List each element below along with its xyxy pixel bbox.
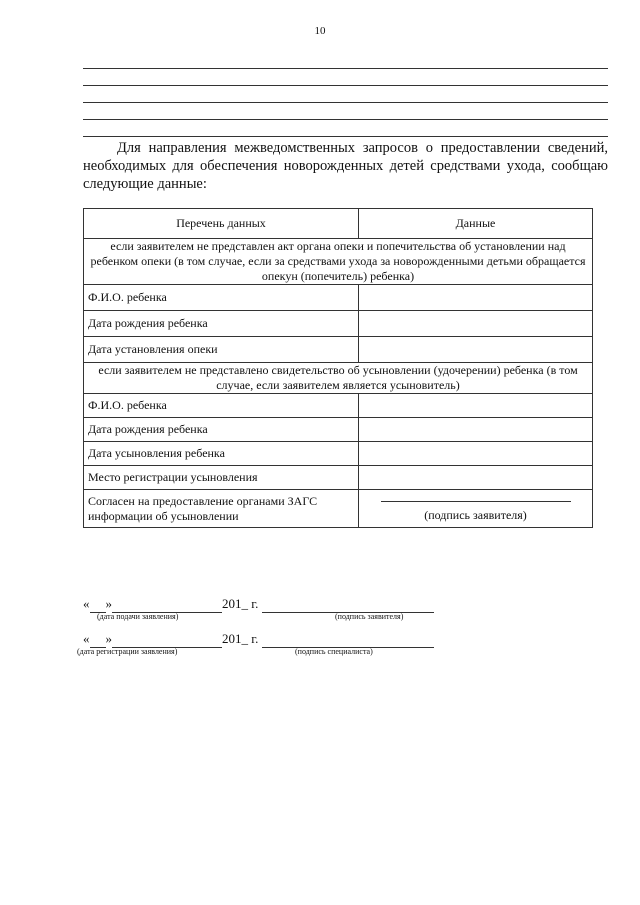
row-label: Место регистрации усыновления — [84, 466, 359, 490]
page-number: 10 — [314, 25, 326, 37]
blank-line-3 — [83, 102, 608, 103]
section-adoption-text: если заявителем не представлено свидетельство об усыновлении (удочерении) ребенка (в том случае, если заявителем является усыновитель) — [84, 363, 593, 394]
date-caption: (дата подачи заявления) — [97, 612, 179, 621]
open-quote: « — [83, 596, 90, 611]
value-cell[interactable] — [359, 285, 593, 311]
blank-line-2 — [83, 85, 608, 86]
value-cell[interactable] — [359, 394, 593, 418]
value-cell[interactable] — [359, 337, 593, 363]
intro-text: Для направления межведомственных запросов о предоставлении сведений, необходимых для обеспечения новорожденных детей средствами ухода, сообщаю следующие данные: — [83, 140, 608, 192]
row-label: Дата рождения ребенка — [84, 418, 359, 442]
year-text: 201_ — [222, 631, 248, 646]
row-label: Дата установления опеки — [84, 337, 359, 363]
blank-line-1 — [83, 68, 608, 69]
value-cell[interactable] — [359, 311, 593, 337]
specialist-signature-blank[interactable] — [262, 631, 434, 648]
blank-line-5 — [83, 136, 608, 137]
value-cell[interactable] — [359, 466, 593, 490]
section-guardianship — [84, 239, 593, 285]
value-cell[interactable] — [359, 418, 593, 442]
year-text: 201_ — [222, 596, 248, 611]
consent-signature-cell[interactable] — [359, 490, 593, 528]
table-row — [84, 418, 593, 442]
blank-line-4 — [83, 119, 608, 120]
date-caption: (дата регистрации заявления) — [77, 647, 178, 656]
consent-row — [84, 490, 593, 528]
data-table — [83, 208, 593, 528]
consent-signature-caption: (подпись заявителя) — [424, 508, 527, 522]
table-row — [84, 466, 593, 490]
sign-caption: (подпись специалиста) — [295, 647, 373, 656]
table-row — [84, 337, 593, 363]
sign-caption: (подпись заявителя) — [335, 612, 404, 621]
table-row — [84, 285, 593, 311]
consent-label: Согласен на предоставление органами ЗАГС информации об усыновлении — [84, 490, 359, 528]
consent-signature-line — [381, 501, 571, 502]
day-blank[interactable] — [90, 596, 106, 613]
section-guardianship-text: если заявителем не представлен акт органа опеки и попечительства об установлении над ребенком опеки (в том случае, если за средствами ухода за новорожденными детьми обращается опекун (попечитель) ребенка) — [84, 239, 593, 285]
section-adoption — [84, 363, 593, 394]
value-cell[interactable] — [359, 442, 593, 466]
table-header-row — [84, 209, 593, 239]
close-quote: » — [105, 596, 112, 611]
applicant-signature-blank[interactable] — [262, 596, 434, 613]
year-suffix: г. — [251, 631, 259, 646]
open-quote: « — [83, 631, 90, 646]
day-blank[interactable] — [90, 631, 106, 648]
row-label: Ф.И.О. ребенка — [84, 394, 359, 418]
table-row — [84, 311, 593, 337]
close-quote: » — [105, 631, 112, 646]
month-blank[interactable] — [112, 631, 222, 648]
header-data-list: Перечень данных — [84, 209, 359, 239]
row-label: Дата усыновления ребенка — [84, 442, 359, 466]
row-label: Дата рождения ребенка — [84, 311, 359, 337]
header-data: Данные — [359, 209, 593, 239]
table-row — [84, 394, 593, 418]
table-row — [84, 442, 593, 466]
row-label: Ф.И.О. ребенка — [84, 285, 359, 311]
month-blank[interactable] — [112, 596, 222, 613]
year-suffix: г. — [251, 596, 259, 611]
intro-paragraph — [83, 139, 608, 193]
